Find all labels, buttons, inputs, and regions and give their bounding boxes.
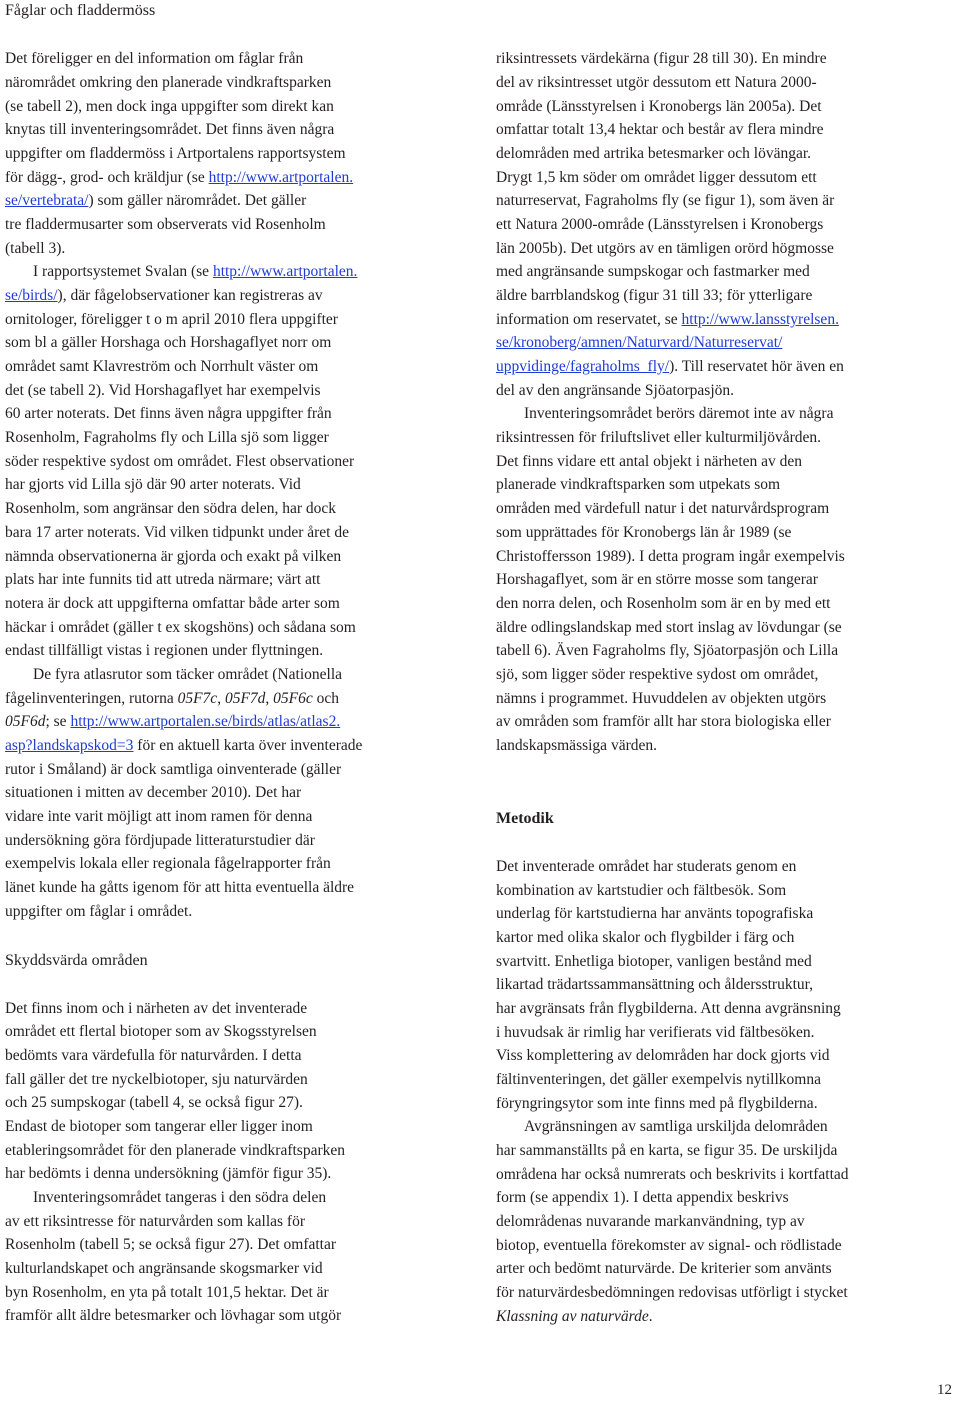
text-line: del av den angränsande Sjöatorpasjön. <box>496 382 735 399</box>
text-line <box>5 711 340 733</box>
text-line: kartor med olika skalor och flygbilder i färg och <box>496 929 795 946</box>
text-line: uppgifter om fladdermöss i Artportalens rapportsystem <box>5 145 346 162</box>
text-line: kulturlandskapet och angränsande skogsmarker vid <box>5 1260 323 1277</box>
text-line: likartad trädartssammansättning och åldersstruktur, <box>496 976 814 993</box>
text-span: ), där fågelobservationer kan registreras av <box>57 287 323 304</box>
text-line: biotop, eventuella förekomster av signal- och rödlistade <box>496 1237 842 1254</box>
text-line: byn Rosenholm, en yta på totalt 101,5 hektar. Det är <box>5 1284 329 1301</box>
page-number: 12 <box>937 1382 952 1398</box>
text-line: rutor i Småland) är dock samtliga oinventerade (gäller <box>5 761 342 778</box>
text-line: form (se appendix 1). I detta appendix beskrivs <box>496 1189 789 1206</box>
text-span: , <box>217 690 225 707</box>
text-line: tabell 6). Även Fagraholms fly, Sjöatorpasjön och Lilla <box>496 642 839 659</box>
text-line: Det finns vidare ett antal objekt i närheten av den <box>496 453 803 470</box>
text-line: fältinventeringen, det gäller exempelvis nytillkomna <box>496 1071 821 1088</box>
text-line: häckar i området (gäller t ex skogshöns) och sådana som <box>5 619 356 636</box>
text-line <box>5 167 353 189</box>
text-line: Endast de biotoper som tangerar eller ligger inom <box>5 1118 313 1135</box>
atlas-square-code: 05F7c <box>177 690 218 707</box>
text-line: med angränsande sumpskogar och fastmarker med <box>496 263 810 280</box>
text-line: bara 17 arter noterats. Vid vilken tidpunkt under året de <box>5 524 349 541</box>
artportalen-link[interactable]: se/vertebrata/ <box>5 192 89 209</box>
text-line: plats har inte funnits tid att utreda närmare; värt att <box>5 571 321 588</box>
text-line: länet kunde ha gåtts igenom för att hitta eventuella äldre <box>5 879 355 896</box>
text-line: den norra delen, och Rosenholm som är en by med ett <box>496 595 831 612</box>
text-line: endast tillfälligt vistas i regionen under flyttningen. <box>5 642 324 659</box>
text-line: föryngringsytor som inte finns med på flygbilderna. <box>496 1095 818 1112</box>
text-line <box>5 688 339 710</box>
text-span: ). Till reservatet hör även en <box>669 358 844 375</box>
text-line <box>496 332 782 354</box>
text-line: har gjorts vid Lilla sjö där 90 arter noterats. Vid <box>5 476 301 493</box>
text-span: för dägg-, grod- och kräldjur (se <box>5 169 209 186</box>
text-line: bedömts vara värdefulla för naturvården. I detta <box>5 1047 302 1064</box>
text-line: situationen i mitten av december 2010). Det har <box>5 784 302 801</box>
text-line: naturreservat, Fagraholms fly (se figur 1), som även är <box>496 192 835 209</box>
text-line: har bedömts i denna undersökning (jämför figur 35). <box>5 1165 332 1182</box>
text-line: äldre odlingslandskap med stort inslag av lövdungar (se <box>496 619 842 636</box>
section-heading-protected-areas: Skyddsvärda områden <box>5 952 148 969</box>
svalan-link[interactable]: http://www.artportalen. <box>212 263 358 280</box>
atlas-square-code: 05F6c <box>273 690 313 707</box>
text-line: Det finns inom och i närheten av det inventerade <box>5 1000 308 1017</box>
text-line: ett Natura 2000-område (Länsstyrelsen i Kronobergs <box>496 216 824 233</box>
text-line: (se tabell 2), men dock inga uppgifter som direkt kan <box>5 98 334 115</box>
text-span: I rapportsystemet Svalan (se <box>33 263 213 280</box>
text-line: fall gäller det tre nyckelbiotoper, sju naturvärden <box>5 1071 308 1088</box>
text-line: av ett riksintresse för naturvården som kallas för <box>5 1213 306 1230</box>
text-line: det (se tabell 2). Vid Horshagaflyet har exempelvis <box>5 382 321 399</box>
text-line: Christoffersson 1989). I detta program ingår exempelvis <box>496 548 845 565</box>
text-line: områden med värdefull natur i det naturvårdsprogram <box>496 500 830 517</box>
text-line: som bl a gäller Horshaga och Horshagaflyet norr om <box>5 334 332 351</box>
text-line: län 2005b). Det utgörs av en tämligen orörd högmosse <box>496 240 834 257</box>
text-line: har sammanställts på en karta, se figur 35. De urskiljda <box>496 1142 838 1159</box>
text-line: landskapsmässiga värden. <box>496 737 657 754</box>
atlas-square-code: 05F6d <box>5 713 46 730</box>
text-line: i huvudsak är rimlig har verifierats vid fältbesöken. <box>496 1024 815 1041</box>
text-line: vidare inte varit möjligt att inom ramen för denna <box>5 808 313 825</box>
text-line: delområdenas nuvarande markanvändning, typ av <box>496 1213 805 1230</box>
text-line: av områden som framför allt har stora biologiska eller <box>496 713 831 730</box>
text-line: Inventeringsområdet tangeras i den södra delen <box>33 1189 327 1206</box>
text-line: Det inventerade området har studerats genom en <box>496 858 797 875</box>
section-heading-metodik: Metodik <box>496 810 554 827</box>
text-line <box>496 356 844 378</box>
text-line: uppgifter om fåglar i området. <box>5 903 193 920</box>
text-line: notera är dock att uppgifterna omfattar både arter som <box>5 595 340 612</box>
text-line: tre fladdermusarter som observerats vid Rosenholm <box>5 216 326 233</box>
text-line <box>496 1306 653 1328</box>
text-line: knytas till inventeringsområdet. Det finns även några <box>5 121 335 138</box>
text-line: undersökning göra fördjupade litteraturstudier där <box>5 832 315 849</box>
text-line: Det föreligger en del information om fåglar från <box>5 50 304 67</box>
section-heading-birds-bats: Fåglar och fladdermöss <box>5 2 156 19</box>
text-line: riksintressets värdekärna (figur 28 till 30). En mindre <box>496 50 827 67</box>
text-line: söder respektive sydost om området. Flest observationer <box>5 453 355 470</box>
text-line: området ett flertal biotoper som av Skogsstyrelsen <box>5 1023 317 1040</box>
text-line: Viss komplettering av delområden har dock gjorts vid <box>496 1047 830 1064</box>
text-line: sjö, som ligger söder respektive sydost om området, <box>496 666 819 683</box>
text-line: och 25 sumpskogar (tabell 4, se också figur 27). <box>5 1094 303 1111</box>
lansstyrelsen-link[interactable]: uppvidinge/fagraholms_fly/ <box>496 358 670 375</box>
text-line: planerade vindkraftsparken som utpekats som <box>496 476 781 493</box>
text-line <box>33 261 357 283</box>
text-line: nämns i programmet. Huvuddelen av objekten utgörs <box>496 690 827 707</box>
svalan-link[interactable]: se/birds/ <box>5 287 58 304</box>
text-line: områdena har också numrerats och beskrivits i kortfattad <box>496 1166 849 1183</box>
atlas-link[interactable]: asp?landskapskod=3 <box>5 737 134 754</box>
text-line: delområden med artrika betesmarker och lövängar. <box>496 145 812 162</box>
text-line: Rosenholm, som angränsar den södra delen, har dock <box>5 500 337 517</box>
text-line: Rosenholm (tabell 5; se också figur 27). Det omfattar <box>5 1236 337 1253</box>
text-line: området samt Klavreström och Norrhult väster om <box>5 358 319 375</box>
text-line: Rosenholm, Fagraholms fly och Lilla sjö som ligger <box>5 429 329 446</box>
text-line: Avgränsningen av samtliga urskiljda delområden <box>524 1118 828 1135</box>
text-span: , <box>265 690 274 707</box>
atlas-square-code: 05F7d <box>224 690 266 707</box>
lansstyrelsen-link[interactable]: http://www.lansstyrelsen. <box>681 311 839 328</box>
section-reference: Klassning av naturvärde <box>496 1308 649 1325</box>
text-line: kombination av kartstudier och fältbesök. Som <box>496 882 787 899</box>
text-line: för naturvärdesbedömningen redovisas utförligt i stycket <box>496 1284 848 1301</box>
text-line: Inventeringsområdet berörs däremot inte av några <box>524 405 834 422</box>
text-line: framför allt äldre betesmarker och lövhagar som utgör <box>5 1307 342 1324</box>
artportalen-link[interactable]: http://www.artportalen. <box>208 169 354 186</box>
text-line: 60 arter noterats. Det finns även några uppgifter från <box>5 405 332 422</box>
text-line <box>5 190 306 212</box>
text-span: och <box>312 690 340 707</box>
text-line: (tabell 3). <box>5 240 66 257</box>
text-line: äldre barrblandskog (figur 31 till 33; för ytterligare <box>496 287 813 304</box>
text-line: närområdet omkring den planerade vindkraftsparken <box>5 74 332 91</box>
text-line: De fyra atlasrutor som täcker området (Nationella <box>33 666 343 683</box>
text-line: som upprättades för Kronobergs län år 1989 (se <box>496 524 792 541</box>
text-line: har avgränsats från flygbilderna. Att denna avgränsning <box>496 1000 841 1017</box>
text-line <box>5 285 323 307</box>
text-line <box>496 309 839 331</box>
text-line: Drygt 1,5 km söder om området ligger dessutom ett <box>496 169 817 186</box>
text-line <box>5 735 362 757</box>
atlas-link[interactable]: http://www.artportalen.se/birds/atlas/atlas2. <box>70 713 341 730</box>
text-line: arter och bedömt naturvärde. De kriterier som använts <box>496 1260 832 1277</box>
text-span: fågelinventeringen, rutorna <box>5 690 178 707</box>
text-line: etableringsområdet för den planerade vindkraftsparken <box>5 1142 345 1159</box>
text-line: omfattar totalt 13,4 hektar och består av flera mindre <box>496 121 824 138</box>
text-line: exempelvis lokala eller regionala fågelrapporter från <box>5 855 331 872</box>
text-span: . <box>648 1308 653 1325</box>
text-line: område (Länsstyrelsen i Kronobergs län 2005a). Det <box>496 98 822 115</box>
lansstyrelsen-link[interactable]: se/kronoberg/amnen/Naturvard/Naturreservat/ <box>496 334 783 351</box>
text-line: del av riksintresset utgör dessutom ett Natura 2000- <box>496 74 817 91</box>
text-line: underlag för kartstudierna har använts topografiska <box>496 905 814 922</box>
text-line: svartvitt. Enhetliga biotoper, vanligen bestånd med <box>496 953 812 970</box>
text-span: för en aktuell karta över inventerade <box>133 737 363 754</box>
text-span: information om reservatet, se <box>496 311 682 328</box>
text-line: Horshagaflyet, som är en större mosse som tangerar <box>496 571 818 588</box>
text-line: riksintressen för friluftslivet eller kulturmiljövården. <box>496 429 821 446</box>
text-line: nämnda observationerna är gjorda och exakt på vilken <box>5 548 342 565</box>
text-line: ornitologer, föreligger t o m april 2010 flera uppgifter <box>5 311 338 328</box>
text-span: ; se <box>45 713 71 730</box>
text-span: ) som gäller närområdet. Det gäller <box>88 192 307 209</box>
